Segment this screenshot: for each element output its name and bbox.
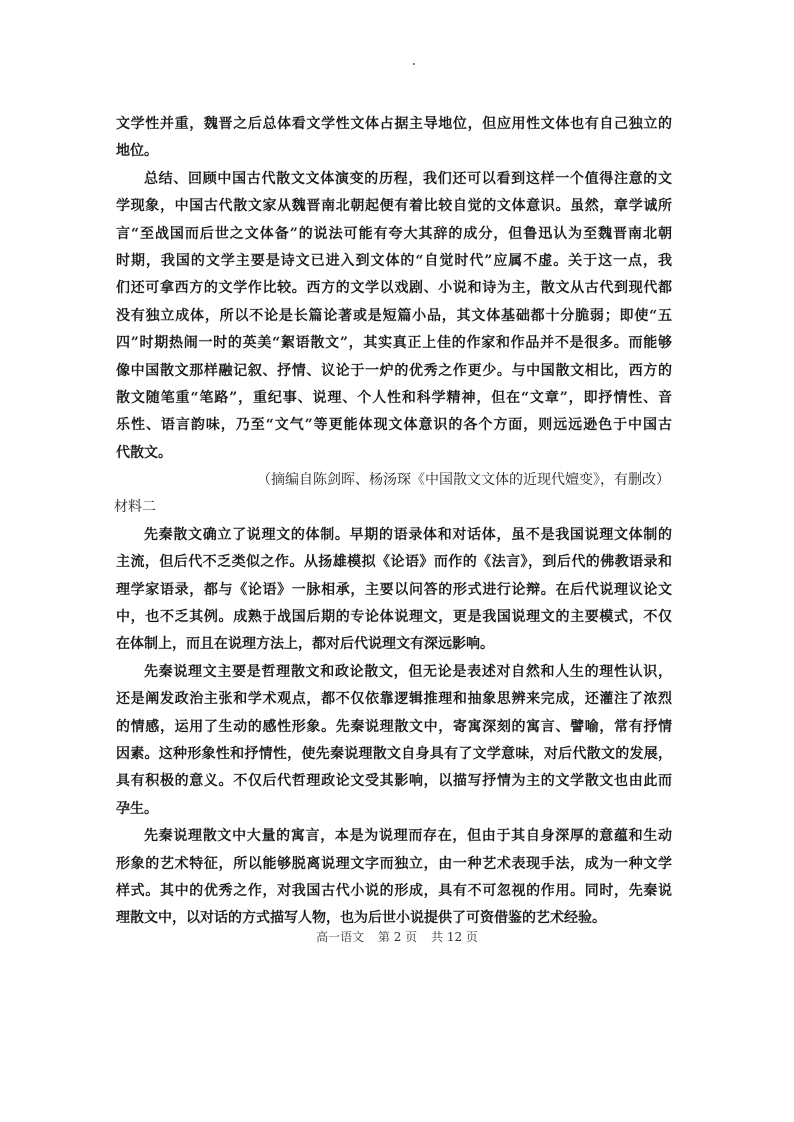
text-line: 总结、回顾中国古代散文文体演变的历程，我们还可以看到这样一个值得注意的文 — [144, 170, 672, 187]
text-line: 先秦散文确立了说理文的体制。早期的语录体和对话体，虽不是我国说理文体制的 — [144, 526, 672, 543]
paragraph-continued — [116, 111, 672, 166]
text-line: 孕生。 — [116, 800, 158, 817]
text-line: 先秦说理文主要是哲理散文和政论散文，但无论是表述对自然和人生的理性认识， — [144, 663, 672, 680]
footer-subject: 高一语文 — [316, 930, 365, 944]
scan-artifact-dot — [413, 63, 415, 65]
text-line: 四”时期热闹一时的英美“絮语散文”，其实真正上佳的作家和作品并不是很多。而能够 — [116, 335, 672, 352]
footer-page-number: 第 2 页 — [377, 930, 418, 944]
text-line: 形象的艺术特征，所以能够脱离说理文字而独立，由一种艺术表现手法，成为一种文学 — [116, 855, 672, 872]
text-line: 没有独立成体，所以不论是长篇论著或是短篇小品，其文体基础都十分脆弱；即使“五 — [116, 307, 672, 324]
text-line: 具有积极的意义。不仅后代哲理政论文受其影响，以描写抒情为主的文学散文也由此而 — [116, 773, 672, 790]
text-line: 学现象，中国古代散文家从魏晋南北朝起便有着比较自觉的文体意识。虽然，章学诚所 — [116, 198, 672, 215]
footer-total-pages: 共 12 页 — [431, 930, 478, 944]
paragraph-summary — [116, 166, 672, 467]
text-line: 散文随笔重“笔路”，重纪事、说理、个人性和科学精神，但在“文章”，即抒情性、音 — [116, 389, 672, 406]
source-citation: （摘编自陈剑晖、杨汤琛《中国散文文体的近现代嬗变》，有删改） — [257, 472, 670, 489]
text-line: 地位。 — [116, 143, 158, 160]
text-line: 时期，我国的文学主要是诗文已进入到文体的“自觉时代”应属不虚。关于这一点，我 — [116, 252, 672, 269]
paragraph-material-two-3 — [116, 823, 672, 933]
text-line: 主流，但后代不乏类似之作。从扬雄模拟《论语》而作的《法言》，到后代的佛教语录和 — [116, 554, 672, 571]
section-heading-material-two: 材料二 — [114, 499, 156, 516]
text-line: 先秦说理散文中大量的寓言，本是为说理而存在，但由于其自身深厚的意蕴和生动 — [144, 828, 672, 845]
text-line: 还是阐发政治主张和学术观点，都不仅依靠逻辑推理和抽象思辨来完成，还灌注了浓烈 — [116, 691, 672, 708]
text-line: 理散文中，以对话的方式描写人物，也为后世小说提供了可资借鉴的艺术经验。 — [116, 910, 606, 927]
text-line: 中，也不乏其例。成熟于战国后期的专论体说理文，更是我国说理文的主要模式，不仅 — [116, 609, 672, 626]
text-line: 们还可拿西方的文学作比较。西方的文学以戏剧、小说和诗为主，散文从古代到现代都 — [116, 280, 672, 297]
text-line: 理学家语录，都与《论语》一脉相承，主要以问答的形式进行论辩。在后代说理议论文 — [116, 581, 672, 598]
text-line: 在体制上，而且在说理方法上，都对后代说理文有深远影响。 — [116, 636, 494, 653]
exam-page-body — [116, 111, 672, 933]
paragraph-material-two-2 — [116, 659, 672, 823]
text-line: 的情感，运用了生动的感性形象。先秦说理散文中，寄寓深刻的寓言、譬喻，常有抒情 — [116, 718, 672, 735]
text-line: 文学性并重，魏晋之后总体看文学性文体占据主导地位，但应用性文体也有自己独立的 — [116, 116, 672, 132]
paragraph-material-two-1 — [116, 522, 672, 659]
page-footer — [0, 928, 794, 945]
text-line: 样式。其中的优秀之作，对我国古代小说的形成，具有不可忽视的作用。同时，先秦说 — [116, 882, 672, 899]
text-line: 言“至战国而后世之文体备”的说法可能有夸大其辞的成分，但鲁迅认为至魏晋南北朝 — [116, 225, 672, 242]
text-line: 像中国散文那样融记叙、抒情、议论于一炉的优秀之作更少。与中国散文相比，西方的 — [116, 362, 672, 379]
text-line: 乐性、语言韵味，乃至“文气”等更能体现文体意识的各个方面，则远远逊色于中国古 — [116, 417, 672, 434]
text-line: 代散文。 — [116, 444, 172, 461]
text-line: 因素。这种形象性和抒情性，使先秦说理散文自身具有了文学意味，对后代散文的发展， — [116, 745, 672, 762]
